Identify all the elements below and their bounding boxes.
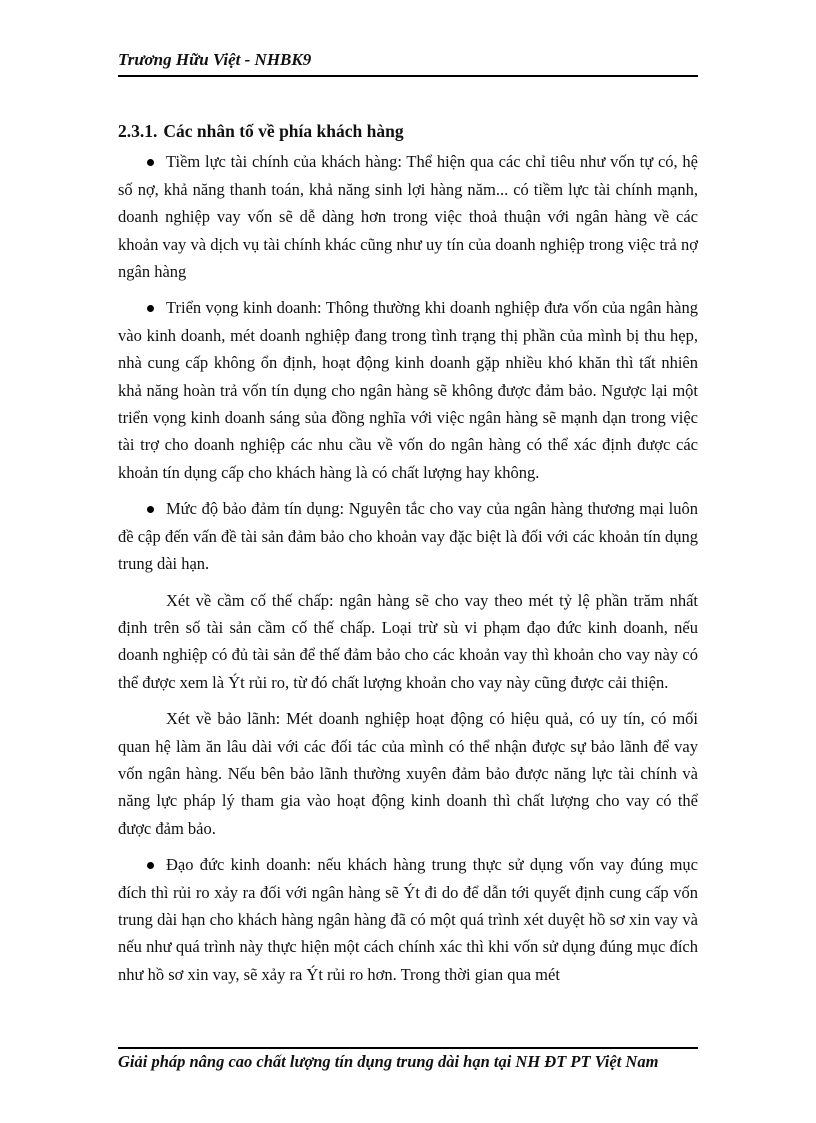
page-header-author: Trương Hữu Việt - NHBK9 (118, 50, 312, 69)
paragraph-text: Triển vọng kinh doanh: Thông thường khi doanh nghiệp đưa vốn của ngân hàng vào kinh doanh, mét doanh nghiệp đang trong tình trạng thị phần của mình bị thu hẹp, nhà cung cấp không ổn định, hoạt động kinh doanh gặp nhiều khó khăn thì tất nhiên khả năng hoàn trả vốn tín dụng cho ngân hàng sẽ không được đảm bảo. Ngược lại một triển vọng kinh doanh sáng sủa đồng nghĩa với việc ngân hàng sẽ mạnh dạn trong việc tài trợ cho doanh nghiệp các nhu cầu về vốn do ngân hàng có thể xác định được các khoản tín dụng cấp cho khách hàng là có chất lượng hay không. (118, 298, 698, 482)
bullet-financial-capacity (118, 148, 698, 285)
bullet-credit-guarantee (118, 495, 698, 577)
paragraph-mortgage: Xét về cầm cố thế chấp: ngân hàng sẽ cho vay theo mét tỷ lệ phần trăm nhất định trên số tài sản cầm cố thế chấp. Loại trừ sù vi phạm đạo đức kinh doanh, nếu doanh nghiệp có đủ tài sản để thế đảm bảo cho các khoản vay thì khoản cho vay này có thể được xem là Ýt rủi ro, từ đó chất lượng khoản cho vay này cũng được cải thiện. (118, 590, 698, 692)
bullet-business-ethics (118, 851, 698, 988)
bullet-business-prospect (118, 294, 698, 486)
bullet-icon (147, 862, 154, 869)
bullet-icon (147, 305, 154, 312)
footer-rule (118, 1047, 698, 1049)
bullet-icon (147, 506, 154, 513)
page-content (118, 118, 698, 997)
paragraph-text: Tiềm lực tài chính của khách hàng: Thể hiện qua các chỉ tiêu như vốn tự có, hệ số nợ, khả năng thanh toán, khả năng sinh lợi hàng năm... có tiềm lực tài chính mạnh, doanh nghiệp vay vốn sẽ dễ dàng hơn trong việc thoả thuận với ngân hàng về các khoản vay và dịch vụ tài chính khác cũng như uy tín của doanh nghiệp trong việc trả nợ ngân hàng (118, 152, 698, 282)
paragraph-guarantee: Xét về bảo lãnh: Mét doanh nghiệp hoạt động có hiệu quả, có uy tín, có mối quan hệ làm ăn lâu dài với các đối tác của mình có thể nhận được sự bảo lãnh để vay vốn ngân hàng. Nếu bên bảo lãnh thường xuyên đảm bảo được năng lực tài chính và năng lực pháp lý tham gia vào hoạt động kinh doanh thì chất lượng cho vay có thể được đảm bảo. (118, 709, 698, 838)
header-rule (118, 75, 698, 77)
bullet-icon (147, 159, 154, 166)
page-footer-title: Giải pháp nâng cao chất lượng tín dụng trung dài hạn tại NH ĐT PT Việt Nam (118, 1052, 659, 1071)
section-number: 2.3.1. (118, 121, 158, 141)
section-heading (118, 118, 698, 145)
paragraph-text: Đạo đức kinh doanh: nếu khách hàng trung thực sử dụng vốn vay đúng mục đích thì rủi ro xảy ra đối với ngân hàng sẽ Ýt đi do để dẫn tới quyết định cung cấp vốn trung dài hạn cho khách hàng ngân hàng đã có một quá trình xét duyệt hồ sơ xin vay và nếu như quá trình này thực hiện một cách chính xác thì khi vốn sử dụng đúng mục đích như hồ sơ xin vay, sẽ xảy ra Ýt rủi ro hơn. Trong thời gian qua mét (118, 855, 698, 984)
section-title: Các nhân tố về phía khách hàng (163, 121, 404, 141)
paragraph-text: Mức độ bảo đảm tín dụng: Nguyên tắc cho vay của ngân hàng thương mại luôn đề cập đến vấn đề tài sản đảm bảo cho khoản vay đặc biệt là đối với các khoản tín dụng trung dài hạn. (118, 499, 698, 574)
